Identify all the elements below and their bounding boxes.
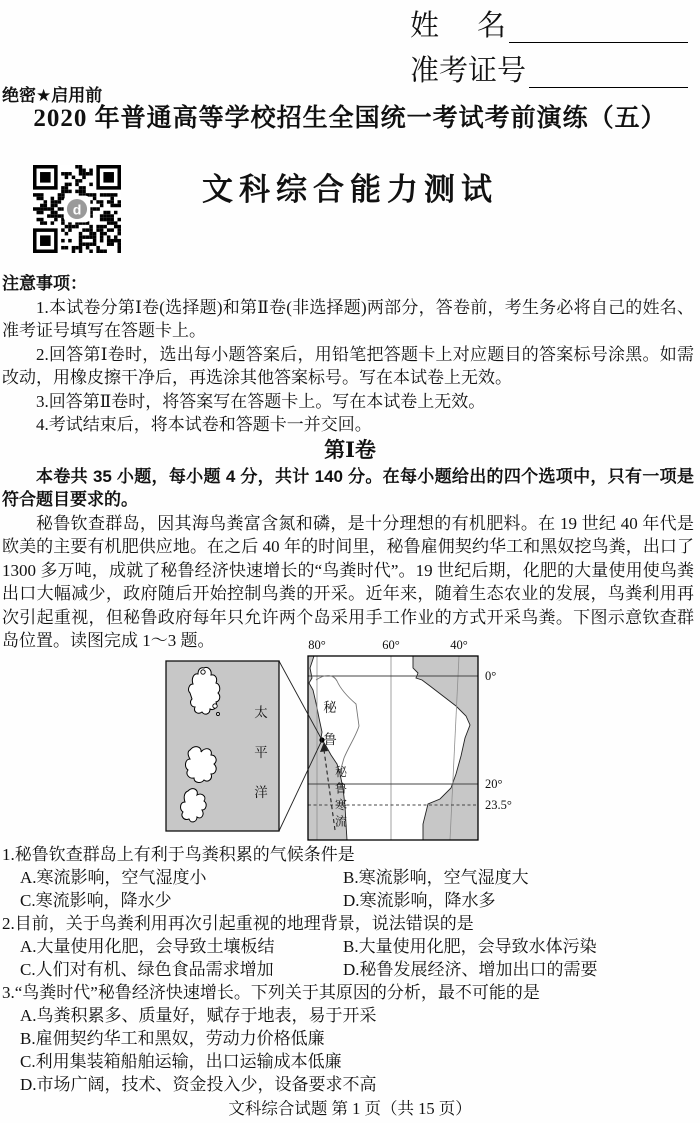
exam-title: 2020 年普通高等学校招生全国统一考试考前演练（五） [33, 105, 667, 132]
pacific-ocean-label: 太平洋 [254, 704, 268, 800]
notice-item: 3.回答第Ⅱ卷时，将答案写在答题卡上。写在本试卷上无效。 [36, 391, 486, 411]
peru-label: 秘鲁 [323, 699, 337, 747]
questions-section [0, 843, 700, 1096]
option-row [2, 958, 694, 981]
islet-dot [217, 712, 220, 715]
name-label: 姓 名 [410, 10, 506, 43]
secrecy-notice: 绝密★启用前 [2, 86, 103, 105]
option-row [2, 935, 694, 958]
paper-header [0, 0, 700, 272]
notices-section [0, 272, 700, 437]
latitude-label: 0° [485, 668, 497, 683]
name-field-row [410, 6, 688, 43]
page-footer: 文科综合试题 第 1 页（共 15 页） [228, 1098, 472, 1118]
option-row [2, 889, 694, 912]
notices-heading: 注意事项： [2, 274, 87, 293]
option-c: C.寒流影响，降水少 [20, 890, 172, 910]
notice-item: 1.本试卷分第Ⅰ卷(选择题)和第Ⅱ卷(非选择题)两部分，答卷前，考生务必将自己的姓名、准考证号填写在答题卡上。 [2, 297, 694, 340]
islet-dot [213, 703, 217, 707]
svg-text:d: d [72, 201, 82, 218]
latitude-label: 20° [485, 776, 503, 791]
name-underline [509, 7, 688, 43]
option-a: A.大量使用化肥，会导致土壤板结 [20, 936, 275, 956]
option-b: B.寒流影响，空气湿度大 [343, 867, 529, 887]
main-map [308, 638, 512, 840]
admission-label: 准考证号 [410, 55, 527, 88]
question-2 [2, 912, 694, 981]
question-stem: 1.秘鲁钦查群岛上有利于鸟粪积累的气候条件是 [2, 844, 355, 864]
longitude-label: 60° [382, 637, 400, 652]
option-a: A.鸟粪积累多、质量好，赋存于地表，易于开采 [20, 1005, 377, 1025]
option-c: C.人们对有机、绿色食品需求增加 [20, 959, 274, 979]
latitude-label: 23.5° [485, 797, 512, 812]
passage: 秘鲁钦查群岛，因其海鸟粪富含氮和磷，是十分理想的有机肥料。在 19 世纪 40 年代是欧美的主要有机肥供应地。在之后 40 年的时间里，秘鲁雇佣契约华工和黑奴挖鸟粪，出口了 1300 多万吨，成就了秘鲁经济快速增长的“鸟粪时代”。19 世纪后期，化肥的大量使用使鸟粪出口大幅减少，政府随后开始控制鸟粪的开采。近年来，随着生态农业的发展，鸟粪利用再次引起重视，但秘鲁政府每年只允许两个岛采用手工作业的方式开采鸟粪。下图示意钦查群岛位置。读图完成 1～3 题。 [2, 513, 694, 650]
peru-current-label: 秘鲁寒流 [334, 764, 348, 828]
question-stem: 2.目前，关于鸟粪利用再次引起重视的地理背景，说法错误的是 [2, 913, 474, 933]
candidate-info-block [410, 6, 688, 96]
map-figure [160, 628, 540, 843]
section-title: 第Ⅰ卷 [324, 437, 376, 462]
option-c: C.利用集装箱船舶运输，出口运输成本低廉 [20, 1051, 342, 1071]
option-d: D.寒流影响，降水多 [343, 890, 496, 910]
notice-item: 2.回答第Ⅰ卷时，选出每小题答案后，用铅笔把答题卡上对应题目的答案标号涂黑。如需改动，用橡皮擦干净后，再选涂其他答案标号。写在本试卷上无效。 [2, 344, 694, 387]
option-row [2, 866, 694, 889]
option-a: A.寒流影响，空气湿度小 [20, 867, 207, 887]
question-stem: 3.“鸟粪时代”秘鲁经济快速增长。下列关于其原因的分析，最不可能的是 [2, 982, 540, 1002]
admission-underline [529, 52, 688, 88]
subject-title: 文科综合能力测试 [202, 172, 498, 207]
option-b: B.大量使用化肥，会导致水体污染 [343, 936, 597, 956]
question-3 [2, 981, 694, 1096]
islet-dot [201, 669, 205, 673]
admission-field-row [410, 51, 688, 88]
longitude-label: 80° [308, 637, 326, 652]
section-intro: 本卷共 35 小题，每小题 4 分，共计 140 分。在每小题给出的四个选项中，只有一项是符合题目要求的。 [2, 466, 694, 509]
notice-item: 4.考试结束后，将本试卷和答题卡一并交回。 [36, 415, 372, 434]
option-b: B.雇佣契约华工和黑奴，劳动力价格低廉 [20, 1028, 325, 1048]
question-1 [2, 843, 694, 912]
inset-map [166, 661, 322, 831]
option-d: D.市场广阔，技术、资金投入少，设备要求不高 [20, 1074, 377, 1094]
island-middle [186, 746, 217, 782]
option-d: D.秘鲁发展经济、增加出口的需要 [343, 959, 598, 979]
longitude-label: 40° [450, 637, 468, 652]
